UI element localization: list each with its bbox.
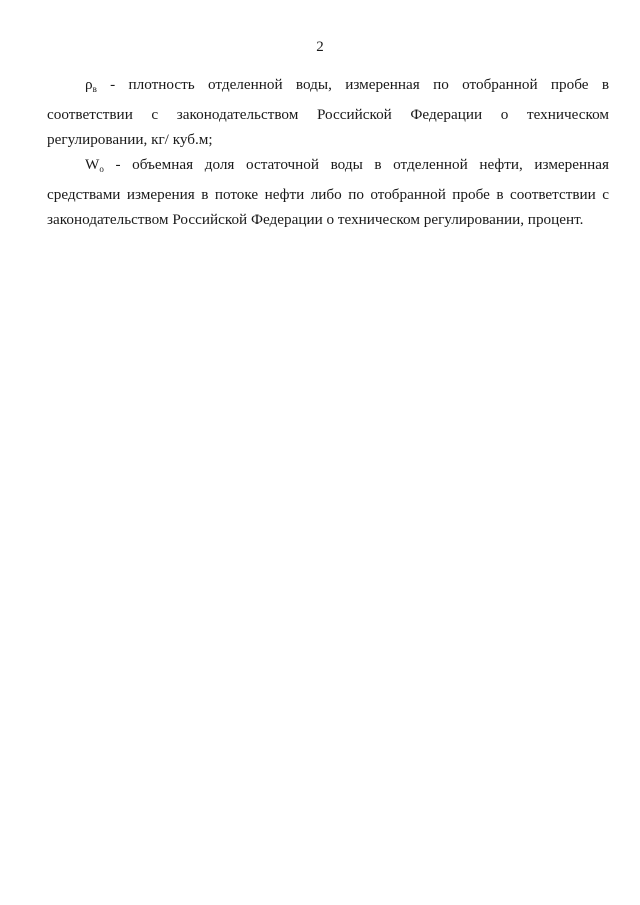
subscript-o: о [99, 164, 104, 174]
document-body [47, 72, 609, 232]
definition-water-fraction [47, 152, 609, 232]
subscript-v: в [92, 84, 97, 94]
definition-density [47, 72, 609, 152]
page-number: 2 [316, 39, 324, 55]
definition-density-text: - плотность отделенной воды, измеренная по отобранной пробе в соответствии с законодательством Российской Федерации о техническом регулировании, кг/ куб.м; [47, 76, 609, 148]
symbol-w: W [85, 156, 100, 173]
definition-water-fraction-text: - объемная доля остаточной воды в отделенной нефти, измеренная средствами измерения в потоке нефти либо по отобранной пробе в соответствии с законодательством Российской Федерации о техническом регулировании, процент. [47, 156, 609, 228]
symbol-rho: ρ [85, 76, 93, 93]
